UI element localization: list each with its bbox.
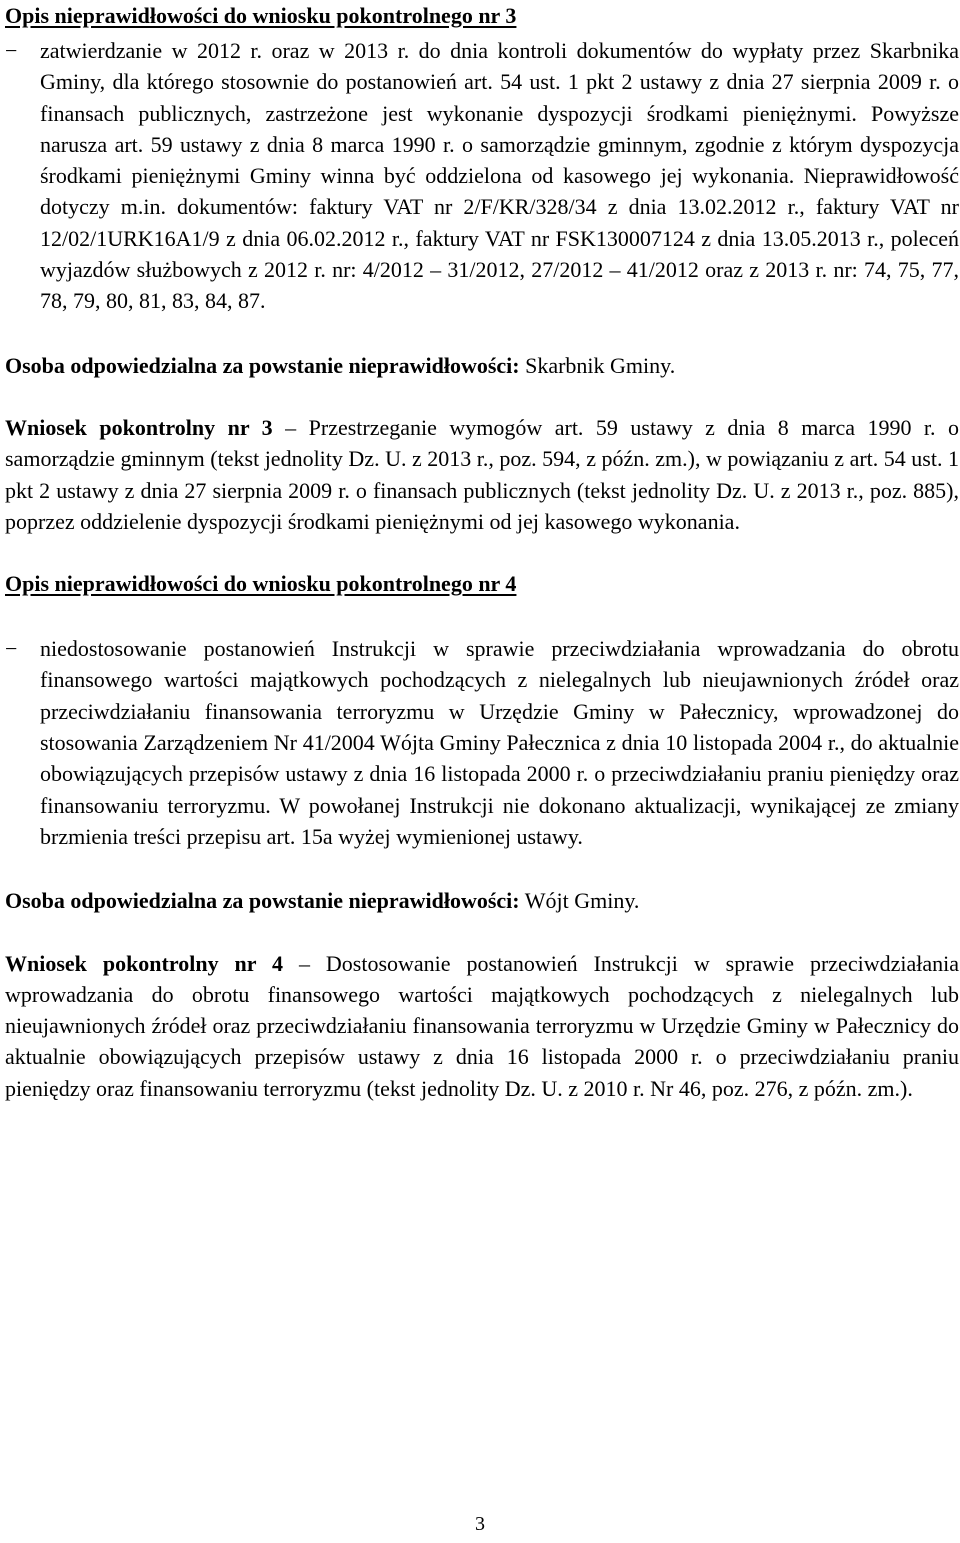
recommendation-text: – Dostosowanie postanowień Instrukcji w sprawie przeciwdziałania wprowadzania do obrotu finansowego wartości majątkowych pochodzących z nielegalnych lub nieujawnionych źródeł oraz przeciwdziałaniu finansowania terroryzmu w Urzędzie Gminy w Pałecznicy do aktualnie obowiązujących przepisów ustawy z dnia 16 listopada 2000 r. o przeciwdziałaniu praniu pieniędzy oraz finansowaniu terroryzmu (tekst jednolity Dz. U. z 2010 r. Nr 46, poz. 276, z późn. zm.). [5, 950, 959, 1101]
document-page [5, 0, 959, 1104]
page-number: 3 [475, 1513, 485, 1535]
bullet-dash: − [5, 636, 18, 662]
section-4-bullet-text: niedostosowanie postanowień Instrukcji w sprawie przeciwdziałania wprowadzania do obrotu finansowego wartości majątkowych pochodzących z nielegalnych lub nieujawnionych źródeł oraz przeciwdziałaniu finansowania terroryzmu w Urzędzie Gminy w Pałecznicy, wprowadzonej do stosowania Zarządzeniem Nr 41/2004 Wójta Gminy Pałecznica z dnia 10 listopada 2004 r., do aktualnie obowiązujących przepisów ustawy z dnia 16 listopada 2000 r. o przeciwdziałaniu praniu pieniędzy oraz finansowaniu terroryzmu. W powołanej Instrukcji nie dokonano aktualizacji, wynikającej ze zmiany brzmienia treści przepisu art. 15a wyżej wymienionej ustawy. [40, 636, 959, 849]
section-4-responsible [5, 885, 959, 916]
recommendation-label: Wniosek pokontrolny nr 4 [5, 950, 284, 976]
recommendation-3 [5, 412, 959, 537]
section-4-heading: Opis nieprawidłowości do wniosku pokontrolnego nr 4 [5, 571, 517, 597]
section-4-bullet [5, 633, 959, 852]
recommendation-4 [5, 948, 959, 1104]
recommendation-text: – Przestrzeganie wymogów art. 59 ustawy z dnia 8 marca 1990 r. o samorządzie gminnym (tekst jednolity Dz. U. z 2013 r., poz. 594, z późn. zm.), w powiązaniu z art. 54 ust. 1 pkt 2 ustawy z dnia 27 sierpnia 2009 r. o finansach publicznych (tekst jednolity Dz. U. z 2013 r., poz. 885), poprzez oddzielenie dyspozycji środkami pieniężnymi od jej kasowego wykonania. [5, 414, 959, 534]
section-3-bullet-text: zatwierdzanie w 2012 r. oraz w 2013 r. do dnia kontroli dokumentów do wypłaty przez Skarbnika Gminy, dla którego stosownie do postanowień art. 54 ust. 1 pkt 2 ustawy z dnia 27 sierpnia 2009 r. o finansach publicznych, zastrzeżone jest wykonanie dyspozycji środkami pieniężnymi. Powyższe narusza art. 59 ustawy z dnia 8 marca 1990 r. o samorządzie gminnym, zgodnie z którym dyspozycja środkami pieniężnymi Gminy winna być oddzielona od kasowego jej wykonania. Nieprawidłowość dotyczy m.in. dokumentów: faktury VAT nr 2/F/KR/328/34 z dnia 13.02.2012 r., faktury VAT nr 12/02/1URK16A1/9 z dnia 06.02.2012 r., faktury VAT nr FSK130007124 z dnia 13.05.2013 r., poleceń wyjazdów służbowych z 2012 r. nr: 4/2012 – 31/2012, 27/2012 – 41/2012 oraz z 2013 r. nr: 74, 75, 77, 78, 79, 80, 81, 83, 84, 87. [40, 38, 959, 314]
responsible-label: Osoba odpowiedzialna za powstanie nieprawidłowości: [5, 888, 520, 914]
section-3-responsible [5, 350, 959, 381]
bullet-dash: − [5, 38, 18, 63]
section-3-heading: Opis nieprawidłowości do wniosku pokontrolnego nr 3 [5, 3, 517, 28]
recommendation-label: Wniosek pokontrolny nr 3 [5, 414, 273, 440]
section-3-bullet [5, 35, 959, 317]
responsible-value: Wójt Gminy. [524, 888, 640, 914]
responsible-value: Skarbnik Gminy. [525, 352, 676, 378]
responsible-label: Osoba odpowiedzialna za powstanie nieprawidłowości: [5, 352, 520, 378]
